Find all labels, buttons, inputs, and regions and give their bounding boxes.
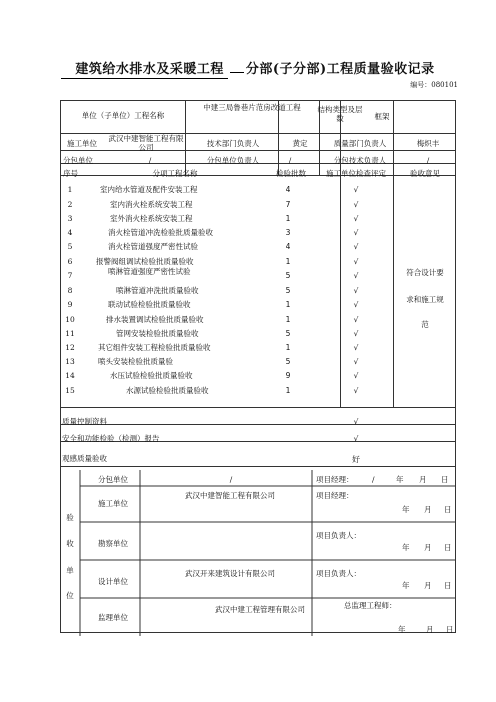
table-row-name: 室内给水管道及配件安装工程 (100, 185, 198, 194)
table-row-seq: 12 (65, 343, 75, 352)
table-row-check: √ (353, 200, 359, 209)
table-row-batches: 1 (285, 386, 291, 395)
form-code: 编号：080101 (410, 81, 458, 89)
acceptance-unit-name: 武汉开来建筑设计有限公司 (185, 569, 275, 578)
tech-dept-head-value: 黄定 (292, 139, 308, 148)
subcontractor-tech-label: 分包技术负责人 (333, 156, 387, 165)
acceptance-unit-label: 监理单位 (98, 613, 128, 622)
quality-dept-head-value: 梅炽丰 (416, 139, 440, 148)
table-row-seq: 14 (65, 371, 75, 380)
acceptance-signer-label: 总监理工程师： (344, 601, 397, 610)
title-blank (230, 72, 244, 73)
date-year: 年 (402, 543, 410, 552)
quality-dept-head-label: 质量部门负责人 (333, 139, 387, 148)
structure-type-label: 结构类型及层数 (317, 105, 363, 123)
table-row-seq: 7 (67, 271, 73, 280)
table-row-name: 消火栓管道冲洗检验批质量验收 (108, 228, 213, 237)
date-day: 日 (446, 625, 454, 634)
appearance-quality-value: 好 (352, 455, 360, 464)
table-row-check: √ (353, 357, 359, 366)
column-header-opinion: 验收意见 (410, 169, 440, 178)
acceptance-unit-name: 武汉中建智能工程有限公司 (185, 491, 275, 500)
date-day: 日 (444, 505, 452, 514)
acceptance-unit-label: 施工单位 (98, 499, 128, 508)
opinion-line: 符合设计要 (406, 268, 444, 277)
table-row-batches: 5 (285, 357, 291, 366)
table-row-seq: 5 (67, 242, 73, 251)
table-row-name: 水源试验检验批质量验收 (126, 386, 209, 395)
table-row-seq: 10 (65, 315, 75, 324)
date-year: 年 (396, 475, 404, 484)
table-row-batches: 5 (285, 271, 291, 280)
table-row-seq: 3 (67, 214, 73, 223)
table-row-batches: 7 (285, 200, 291, 209)
table-row-batches: 9 (285, 371, 291, 380)
table-row-name: 其它组件安装工程检验批质量验收 (98, 343, 211, 352)
quality-control-value: √ (353, 417, 359, 426)
subcontractor-head-label: 分包单位负责人 (206, 156, 260, 165)
date-month: 月 (424, 581, 432, 590)
table-row-check: √ (353, 214, 359, 223)
table-row-check: √ (353, 257, 359, 266)
table-row-name: 室外消火栓系统安装工程 (110, 214, 193, 223)
table-row-name: 报警阀组调试检验批质量验收 (96, 257, 194, 266)
table-row-name: 管网安装检验批质量验收 (116, 329, 199, 338)
table-row-name: 室内消火栓系统安装工程 (110, 200, 193, 209)
subcontractor-head-value: / (288, 156, 292, 165)
table-row-name: 喷淋管道冲洗批质量验收 (116, 286, 199, 295)
table-row-seq: 4 (67, 228, 73, 237)
acceptance-signer-label: 项目经理： (316, 491, 354, 500)
vertical-label-char: 位 (66, 591, 74, 600)
safety-function-value: √ (353, 434, 359, 443)
table-row-batches: 3 (285, 228, 291, 237)
table-row-batches: 1 (285, 214, 291, 223)
table-row-check: √ (353, 271, 359, 280)
safety-function-label: 安全和功能检验（检测）报告 (62, 434, 160, 443)
date-day: 日 (444, 543, 452, 552)
table-row-batches: 1 (285, 343, 291, 352)
acceptance-unit-name: 武汉中建工程管理有限公司 (215, 605, 305, 614)
table-row-seq: 9 (67, 300, 73, 309)
column-header-seq: 序号 (63, 169, 78, 178)
table-row-batches: 1 (285, 257, 291, 266)
tech-dept-head-label: 技术部门负责人 (206, 139, 260, 148)
unit-name-label: 单位（子单位）工程名称 (81, 111, 165, 120)
table-row-check: √ (353, 315, 359, 324)
table-row-batches: 1 (285, 315, 291, 324)
table-row-name: 水压试验检验批质量验收 (110, 371, 193, 380)
table-row-check: √ (353, 242, 359, 251)
quality-control-label: 质量控制资料 (62, 417, 107, 426)
table-row-name: 排水装置调试检验批质量验收 (106, 315, 204, 324)
column-header-batches: 检验批数 (276, 169, 306, 178)
column-header-check: 施工单位检查评定 (326, 169, 386, 178)
acceptance-unit-label: 分包单位 (98, 475, 128, 484)
date-year: 年 (398, 625, 406, 634)
table-row-name: 联动试验检验批质量验收 (108, 300, 191, 309)
opinion-line: 范 (421, 320, 429, 329)
subcontractor-value: / (148, 156, 152, 165)
date-day: 日 (441, 475, 449, 484)
acceptance-signer-label: 项目负责人： (316, 569, 361, 578)
table-row-name: 消火栓管道强度严密性试验 (108, 242, 198, 251)
table-row-check: √ (353, 343, 359, 352)
vertical-label-char: 收 (66, 539, 74, 548)
document-title (0, 58, 496, 79)
acceptance-signer-value: / (372, 475, 375, 484)
unit-name-value: 中建三局鲁巷片范房改道工程 (203, 103, 301, 112)
date-month: 月 (419, 475, 427, 484)
column-header-name: 分项工程名称 (152, 169, 198, 178)
table-row-batches: 4 (285, 242, 291, 251)
date-year: 年 (402, 581, 410, 590)
table-row-check: √ (353, 371, 359, 380)
table-row-name: 喷头安装检验批质量验 (98, 357, 173, 366)
vertical-label-char: 验 (66, 513, 74, 522)
acceptance-unit-name: / (229, 475, 233, 484)
table-row-check: √ (353, 228, 359, 237)
table-row-seq: 13 (65, 357, 75, 366)
construction-unit-value: 武汉中建智能工程有限公司 (108, 134, 184, 152)
date-day: 日 (444, 581, 452, 590)
table-row-name: 喷淋管道强度严密性试验 (108, 267, 191, 276)
table-row-batches: 5 (285, 329, 291, 338)
date-month: 月 (426, 625, 434, 634)
acceptance-unit-label: 勘察单位 (98, 539, 128, 548)
table-row-seq: 1 (67, 185, 73, 194)
date-year: 年 (402, 505, 410, 514)
vertical-label-char: 单 (66, 566, 74, 575)
acceptance-unit-label: 设计单位 (98, 577, 128, 586)
date-month: 月 (424, 505, 432, 514)
table-row-seq: 8 (67, 286, 73, 295)
table-row-batches: 1 (285, 300, 291, 309)
table-row-seq: 6 (67, 257, 73, 266)
date-month: 月 (424, 543, 432, 552)
appearance-quality-label: 观感质量验收 (62, 454, 107, 463)
acceptance-signer-label: 项目负责人： (316, 531, 361, 540)
table-row-seq: 2 (67, 200, 73, 209)
table-row-check: √ (353, 329, 359, 338)
table-row-seq: 11 (65, 329, 75, 338)
construction-unit-label: 施工单位 (67, 139, 97, 148)
table-row-check: √ (353, 300, 359, 309)
table-row-batches: 4 (285, 185, 291, 194)
structure-type-value: 框架 (374, 112, 390, 121)
table-row-seq: 15 (65, 386, 75, 395)
title-suffix: 分部(子分部)工程质量验收记录 (245, 62, 435, 77)
title-project-name: 建筑给水排水及采暖工程 (61, 58, 228, 79)
acceptance-signer-label: 项目经理： (316, 475, 354, 484)
table-row-batches: 5 (285, 286, 291, 295)
table-row-check: √ (353, 286, 359, 295)
opinion-line: 求和施工规 (406, 295, 444, 304)
subcontractor-tech-value: / (426, 156, 430, 165)
table-row-check: √ (353, 386, 359, 395)
table-row-check: √ (353, 185, 359, 194)
subcontractor-label: 分包单位 (63, 156, 93, 165)
